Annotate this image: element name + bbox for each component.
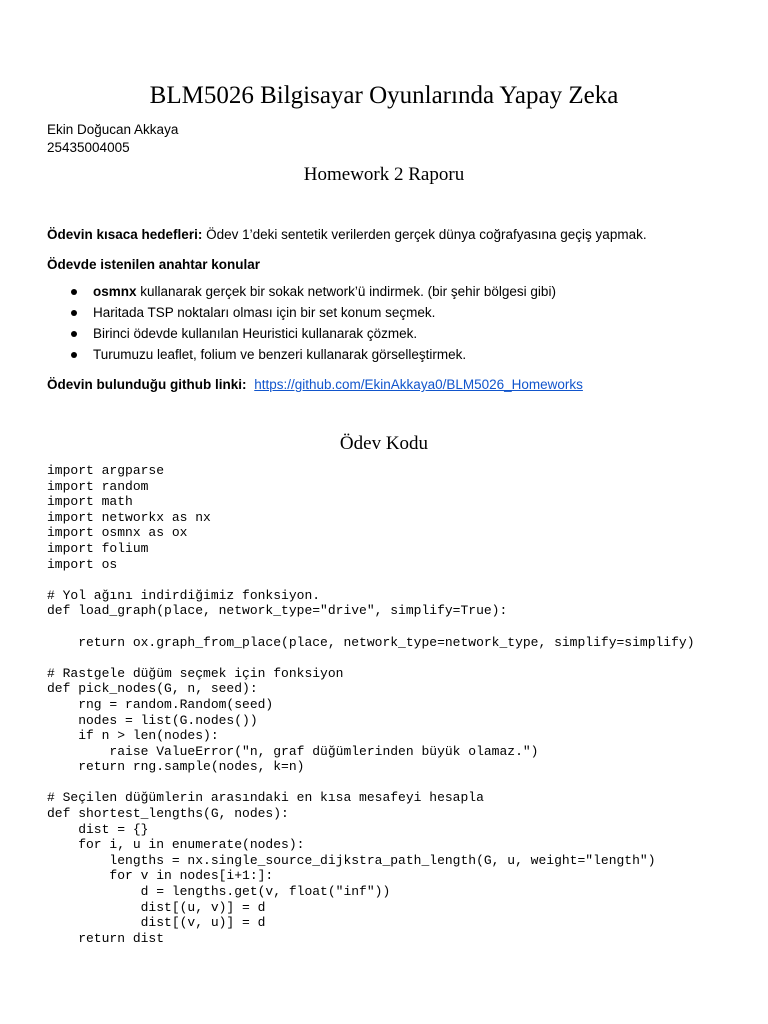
goal-text: Ödev 1’deki sentetik verilerden gerçek dünya coğrafyasına geçiş yapmak.: [206, 227, 647, 242]
list-item-text: kullanarak gerçek bir sokak network’ü indirmek. (bir şehir bölgesi gibi): [136, 284, 556, 299]
bullet-icon: [71, 331, 77, 337]
student-id: 25435004005: [47, 140, 130, 155]
list-item: [47, 283, 556, 304]
list-item-text: Birinci ödevde kullanılan Heuristici kullanarak çözmek.: [93, 326, 418, 341]
list-item: [47, 346, 556, 367]
author-block: [47, 121, 178, 157]
code-section-title: Ödev Kodu: [339, 433, 429, 454]
list-item: [47, 325, 556, 346]
goal-label: Ödevin kısaca hedefleri:: [47, 227, 203, 242]
bullet-icon: [71, 352, 77, 358]
list-item-text: Turumuzu leaflet, folium ve benzeri kullanarak görselleştirmek.: [93, 347, 467, 362]
repo-label: Ödevin bulunduğu github linki:: [47, 377, 247, 392]
list-item-bold: osmnx: [93, 284, 137, 299]
document-title: BLM5026 Bilgisayar Oyunlarında Yapay Zeka: [149, 82, 619, 109]
list-item-text: Haritada TSP noktaları olması için bir set konum seçmek.: [93, 305, 436, 320]
code-block: import argparse import random import math import networkx as nx import osmnx as ox import folium import os # Yol ağını indirdiğimiz fonksiyon. def load_graph(place, network_type="drive", simplify=True): return ox.graph_from_place(place, network_type=network_type, simplify=simplify) # Rastgele düğüm seçmek için fonksiyon def pick_nodes(G, n, seed): rng = random.Random(seed) nodes = list(G.nodes()) if n > len(nodes): raise ValueError("n, graf düğümlerinden büyük olamaz.") return rng.sample(nodes, k=n) # Seçilen düğümlerin arasındaki en kısa mesafeyi hesapla def shortest_lengths(G, nodes): dist = {} for i, u in enumerate(nodes): lengths = nx.single_source_dijkstra_path_length(G, u, weight="length") for v in nodes[i+1:]: d = lengths.get(v, float("inf")) dist[(u, v)] = d dist[(v, u)] = d return dist: [47, 463, 695, 946]
repo-paragraph: [47, 377, 583, 392]
report-subtitle: Homework 2 Raporu: [303, 164, 465, 185]
author-name: Ekin Doğucan Akkaya: [47, 122, 179, 137]
list-item: [47, 304, 556, 325]
topics-list: [47, 283, 556, 367]
bullet-icon: [71, 289, 77, 295]
topics-heading: Ödevde istenilen anahtar konular: [47, 257, 261, 272]
bullet-icon: [71, 310, 77, 316]
goal-paragraph: [47, 227, 647, 242]
repo-link[interactable]: https://github.com/EkinAkkaya0/BLM5026_Homeworks: [254, 377, 583, 392]
